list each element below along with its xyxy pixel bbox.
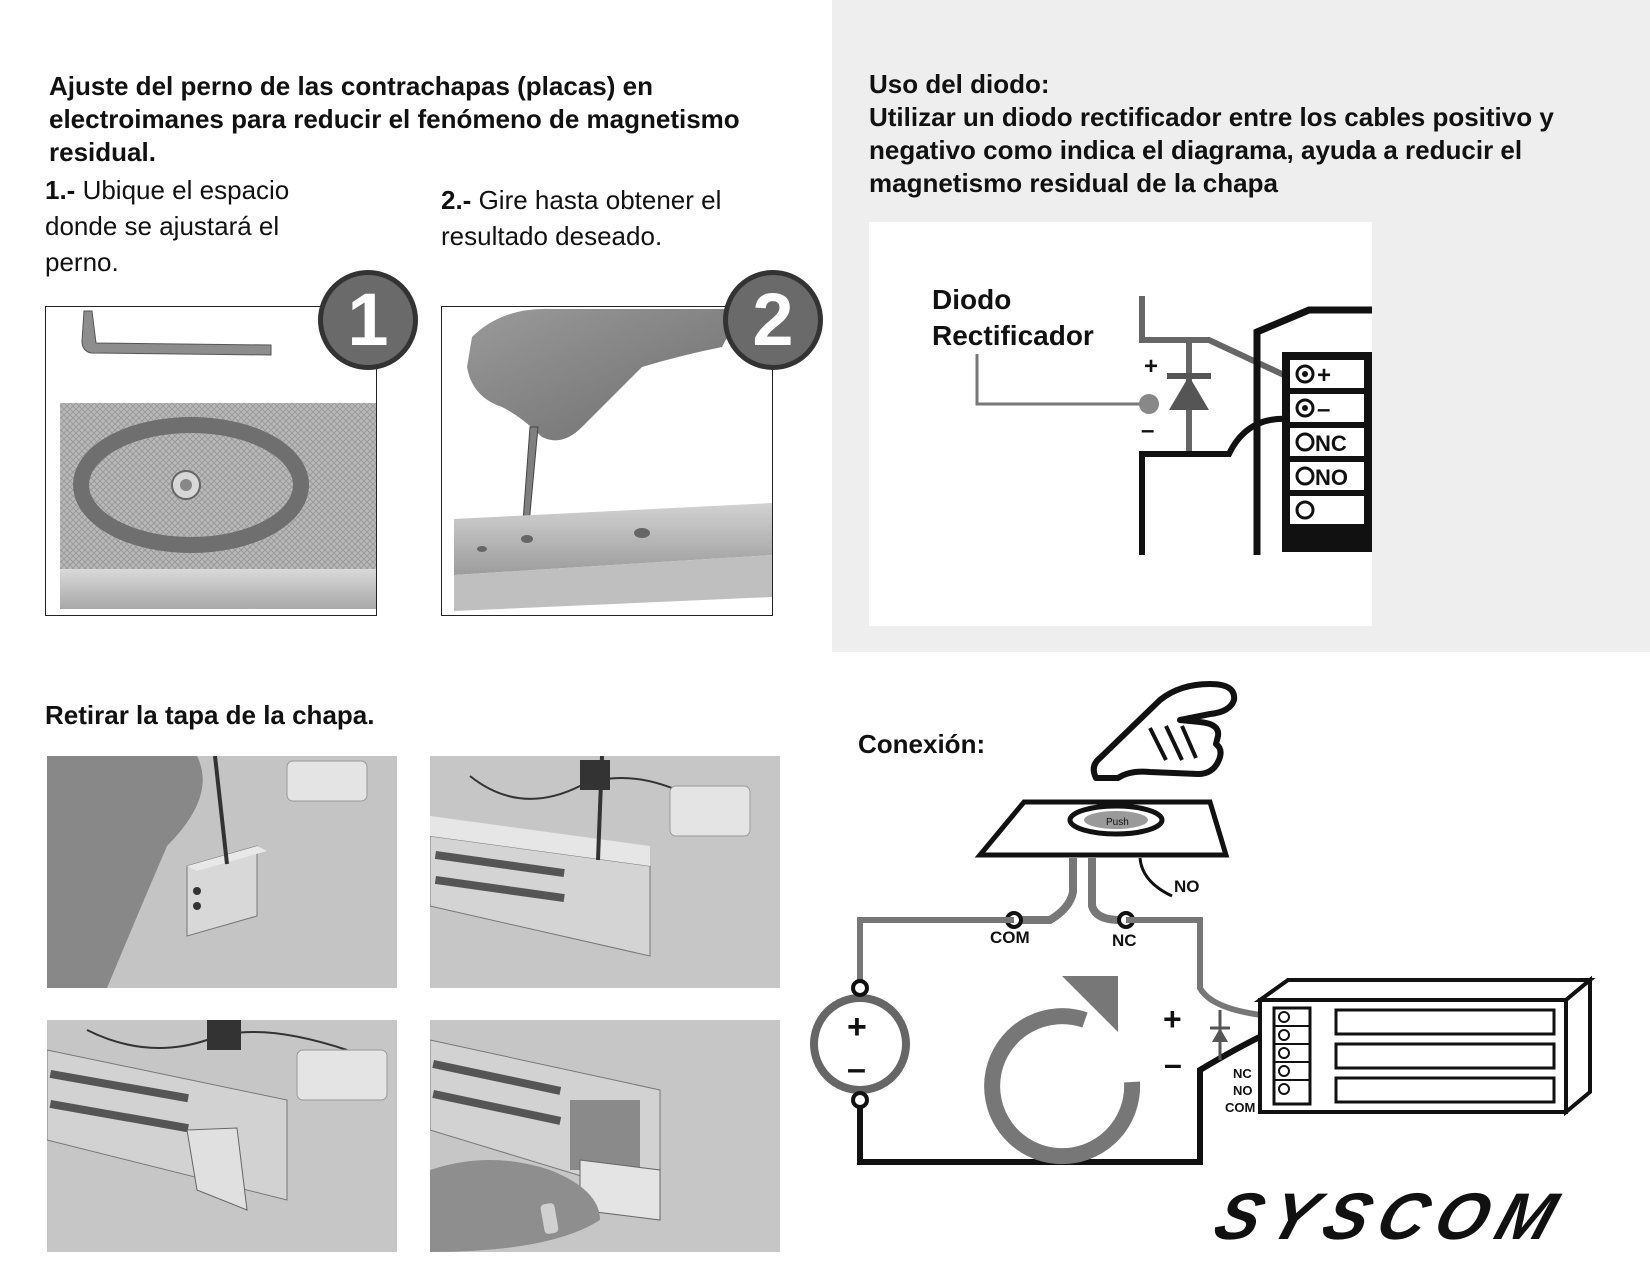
com-label: COM <box>990 928 1030 947</box>
cover-photo-4 <box>430 1020 780 1252</box>
nc-label: NC <box>1112 931 1137 950</box>
step2-badge: 2 <box>723 270 823 370</box>
diode-description: Utilizar un diodo rectificador entre los cables positivo y negativo como indica el diagrama, ayuda a reducir el magnetismo residual de la chapa <box>869 102 1554 198</box>
pointing-hand-icon <box>1094 684 1234 778</box>
lock-terminal-no: NO <box>1233 1083 1253 1098</box>
push-button-label: Push <box>1106 817 1129 828</box>
bolt-section-title: Ajuste del perno de las contrachapas (placas) en electroimanes para reducir el fenómeno de magnetismo residual. <box>49 71 740 167</box>
step2-text <box>441 182 751 254</box>
lock-terminal-nc: NC <box>1233 1066 1252 1081</box>
lock-minus: – <box>1164 1046 1182 1082</box>
cover-photo-3 <box>47 1020 397 1252</box>
step1-text <box>45 172 345 280</box>
supply-minus: – <box>847 1050 866 1088</box>
step2-photo <box>441 306 773 616</box>
step2-description: Gire hasta obtener el resultado deseado. <box>441 185 722 251</box>
diode-label-line1: Diodo <box>932 284 1012 315</box>
step2-number: 2.- <box>441 185 472 215</box>
diode-minus-sign: – <box>1141 417 1155 444</box>
syscom-logo: SYSCOM <box>1205 1179 1577 1253</box>
step1-description: Ubique el espacio donde se ajustará el perno. <box>45 175 290 277</box>
cover-section-title: Retirar la tapa de la chapa. <box>45 700 375 730</box>
diode-plus-sign: + <box>1144 353 1159 380</box>
terminal-nc: NC <box>1315 431 1347 456</box>
cover-photo-2 <box>430 756 780 988</box>
cover-photo-1 <box>47 756 397 988</box>
terminal-no: NO <box>1315 465 1348 490</box>
diode-label-line2: Rectificador <box>932 320 1094 351</box>
step1-photo <box>45 306 377 616</box>
terminal-plus: + <box>1317 362 1332 389</box>
terminal-minus: – <box>1317 396 1331 423</box>
connection-title: Conexión: <box>858 729 986 759</box>
diode-wiring-svg <box>869 222 1372 626</box>
lock-plus: + <box>1163 1001 1182 1037</box>
supply-plus: + <box>847 1008 867 1046</box>
step1-number: 1.- <box>45 175 76 205</box>
step1-badge: 1 <box>318 270 418 370</box>
lock-terminal-com: COM <box>1225 1100 1256 1115</box>
diode-title: Uso del diodo: <box>869 69 1050 99</box>
button-no-label: NO <box>1174 877 1200 896</box>
